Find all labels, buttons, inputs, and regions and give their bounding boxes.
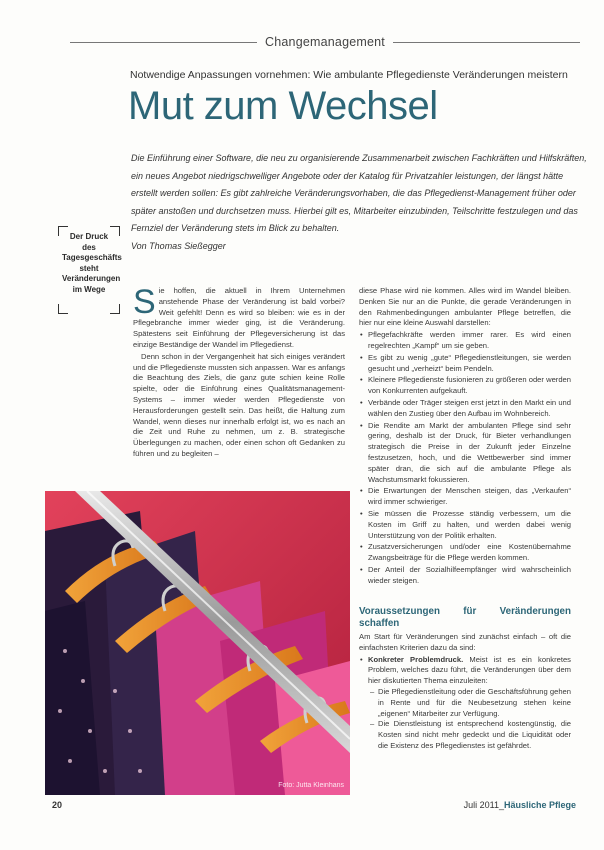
section-label: Changemanagement [265, 35, 385, 49]
pull-quote-text: Der Druck des Tagesgeschäfts steht Veränderungen im Wege [62, 232, 122, 294]
list-item: • Verbände oder Träger steigen erst jetzt in den Markt ein und wählen den Zustieg über den Aufbau im Wohnbereich. [368, 398, 571, 420]
list-item: • Es gibt zu wenig „gute“ Pflegedienstleitungen, sie werden gesucht und „verheizt“ beim Pendeln. [368, 353, 571, 375]
body-column-2 [359, 286, 571, 588]
list-item: • Kleinere Pflegedienste fusionieren zu größeren oder werden von Konkurrenten aufgekauft. [368, 375, 571, 397]
list-item: • Der Anteil der Sozialhilfeempfänger wird wahrscheinlich wieder steigen. [368, 565, 571, 587]
page-footer [52, 800, 576, 814]
bullet-list [359, 655, 571, 752]
body-column-3 [359, 598, 571, 752]
rubric-rule-left [70, 42, 257, 43]
body-paragraph: Denn schon in der Vergangenheit hat sich einiges verändert und die Pflegedienste mussten sich anpassen. War es anfangs die Beachtung des Ziels, die ganz gute schien keine Rolle spielte, oder die Einführung eines Qualitätsmanagement-Systems – immer wieder werden Pflegedienste von Herausforderungen gestellt sein. Das heißt, die Haltung zum Wandel, wenn dieses nur innerhalb erfolgt ist, wo es nach an die Zeit und Ruhe zu nehmen, um z. B. strategische Überlegungen zu machen, oder einen schon oft Gedanken zu führen und zu begleiten – [133, 351, 345, 458]
sub-list-item: – Die Dienstleistung ist entsprechend kostengünstig, die Kosten sind nicht mehr gedeckt und die Liquidität oder die Existenz des Pflegedienstes ist gefährdet. [370, 719, 571, 750]
list-item: • Sie müssen die Prozesse ständig verbessern, um die Kosten im Griff zu halten, und werden dabei wenig Unterstützung von der Politik erhalten. [368, 509, 571, 541]
article-lead [131, 150, 591, 255]
list-item: • Die Erwartungen der Menschen steigen, das „Verkaufen“ wird immer schwieriger. [368, 486, 571, 508]
subheading: Voraussetzungen für Veränderungen schaffen [359, 606, 571, 629]
list-item: • Die Rendite am Markt der ambulanten Pflege sind sehr gering, deshalb ist der Druck, für Bieter verhandlungen strategisch die Preise in der Zukunft jeder Einzelne festzusetzen, hoch, und die Wettbewerber sind immer später dran, die sich auf die ambulante Pflege als Wachstumsmarkt fokussieren. [368, 421, 571, 486]
issue-date: Juli 2011_ [463, 800, 504, 810]
hangers-illustration [45, 491, 350, 795]
body-column-1 [133, 283, 345, 461]
magazine-name: Häusliche Pflege [503, 800, 576, 810]
issue-line [464, 800, 576, 810]
bullet-label: Konkreter Problemdruck. [368, 654, 464, 664]
lead-text: Die Einführung einer Software, die neu zu organisierende Zusammenarbeit zwischen Fachkräften und Hilfskräften, ein neues Angebot niedrigschwelliger Angebote oder der Katalog für Privatzahler leistungen, der längst hätte erstellt werden sollen: Es gibt zahlreiche Veränderungsvorhaben, die das Pflegedienst-Management früher oder später anstoßen und durchsetzen muss. Hierbei gilt es, Mitarbeiter einzubinden, Teilschritte festzulegen und das Fernziel der Veränderung stets im Blick zu behalten. [131, 153, 587, 233]
sub-list-item: – Die Pflegedienstleitung oder die Geschäftsführung gehen in Rente und für die Neubesetzung stehen keine „eigenen“ Mitarbeiter zur Verfügung. [370, 686, 571, 718]
page-number: 20 [52, 800, 63, 810]
rubric-rule-right [393, 42, 580, 43]
body-paragraph: Am Start für Veränderungen sind zunächst einfach – oft die einfachsten Kriterien dazu da sind: [359, 632, 571, 652]
article-kicker: Notwendige Anpassungen vornehmen: Wie ambulante Pflegedienste Veränderungen meistern [130, 69, 568, 81]
sub-bullet-list [368, 687, 571, 752]
bullet-text: Meist ist es ein konkretes Problem, welches dazu führt, die Veränderungen über dem hier diskutierten Thema einzuleiten: [368, 654, 571, 686]
drop-cap: S [133, 283, 156, 321]
photo-credit: Foto: Jutta Kleinhans [278, 782, 344, 789]
list-item: • Pflegefachkräfte werden immer rarer. Es wird einen regelrechten „Kampf“ um sie geben. [368, 330, 571, 352]
bracket-corner [58, 304, 68, 314]
paragraph-text: ie hoffen, die aktuell in Ihrem Unternehmen anstehende Phase der Veränderung ist bald vorbei? Weit gefehlt! Denn es wird so bleiben: wie es in der Pflegebranche immer wieder ging, ist die Veränderung. Spätestens seit Einführung der Pflegeversicherung ist das einzige Beständige der Wandel im Pflegedienst. [133, 286, 345, 349]
bullet-list [359, 330, 571, 586]
pull-quote [58, 226, 120, 314]
body-paragraph: diese Phase wird nie kommen. Alles wird im Wandel bleiben. Denken Sie nur an die Punkte, die gerade Veränderungen in den Rahmenbedingungen ambulanter Pflege betreffen, die hier nur eine kleine Auswahl darstellen: [359, 286, 571, 328]
list-item: • Konkreter Problemdruck. Meist ist es ein konkretes Problem, welches dazu führt, die Veränderungen über dem hier diskutierten Thema einzuleiten: – Die Pflegedienstleitung oder die Geschäftsführung gehen in Rente und für die Neubesetzung stehen keine „eigenen“ Mitarbeiter zur Verfügung. – Die Dienstleistung ist entsprechend kostengünstig, die Kosten sind nicht mehr gedeckt und die Liquidität oder die Existenz des Pflegedienstes ist gefährdet. [360, 654, 571, 750]
article-photo [45, 491, 350, 795]
bracket-corner [110, 304, 120, 314]
sub-list-text: Die Dienstleistung ist entsprechend kostengünstig, die Kosten sind nicht mehr gedeckt und die Liquidität oder die Existenz des Pflegedienstes ist gefährdet. [378, 719, 571, 750]
list-item: • Zusatzversicherungen und/oder eine Kostenübernahme Zwangsbeiträge für die Pflege werden kommen. [368, 542, 571, 564]
article-title: Mut zum Wechsel [128, 84, 438, 128]
author-line: Von Thomas Sießegger [131, 240, 226, 251]
sub-list-text: Die Pflegedienstleitung oder die Geschäftsführung gehen in Rente und für die Neubesetzung stehen keine „eigenen“ Mitarbeiter zur Verfügung. [378, 686, 571, 718]
section-rubric [70, 34, 580, 50]
body-paragraph [133, 283, 345, 351]
